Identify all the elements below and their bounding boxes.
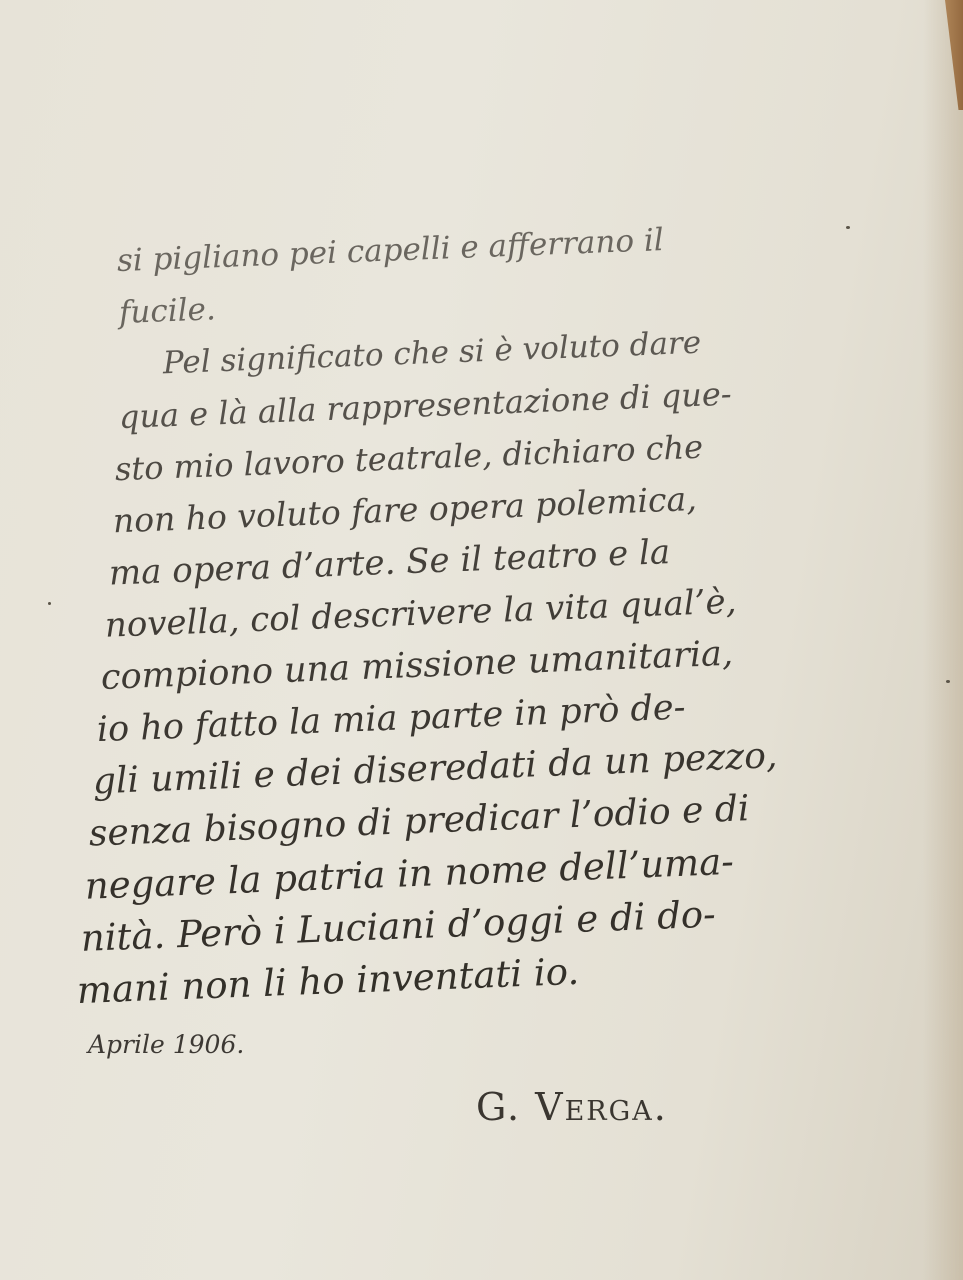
paper-speck bbox=[48, 602, 51, 605]
page-edge-shadow bbox=[923, 0, 963, 1280]
text-line: mani non li ho inventati io. bbox=[76, 949, 580, 1013]
text-line: non ho voluto fare opera polemica, bbox=[112, 479, 698, 541]
text-line: fucile. bbox=[118, 291, 217, 332]
paper-speck bbox=[846, 226, 850, 229]
text-line: nità. Però i Luciani d’oggi e di do- bbox=[80, 892, 717, 960]
text-line: sto mio lavoro teatrale, dichiaro che bbox=[114, 427, 704, 489]
text-line: si pigliano pei capelli e afferrano il bbox=[116, 222, 665, 280]
text-line: compiono una missione umanitaria, bbox=[100, 633, 734, 698]
text-line: novella, col descrivere la vita qual’è, bbox=[104, 581, 738, 646]
body-text bbox=[40, 210, 789, 1017]
text-line: ma opera d’arte. Se il teatro e la bbox=[108, 532, 671, 594]
text-line: senza bisogno di predicar l’odio e di bbox=[88, 788, 751, 855]
author-signature: G. Verga. bbox=[476, 1085, 668, 1129]
text-line: qua e là alla rappresentazione di que- bbox=[118, 374, 733, 437]
text-line: negare la patria in nome dell’uma- bbox=[84, 839, 735, 908]
text-line: gli umili e dei diseredati da un pezzo, bbox=[92, 735, 779, 803]
text-line: Pel significato che si è voluto dare bbox=[162, 324, 702, 382]
text-line: io ho fatto la mia parte in prò de- bbox=[96, 687, 687, 751]
paper-speck bbox=[946, 680, 950, 683]
date-line: Aprile 1906. bbox=[88, 1030, 245, 1059]
